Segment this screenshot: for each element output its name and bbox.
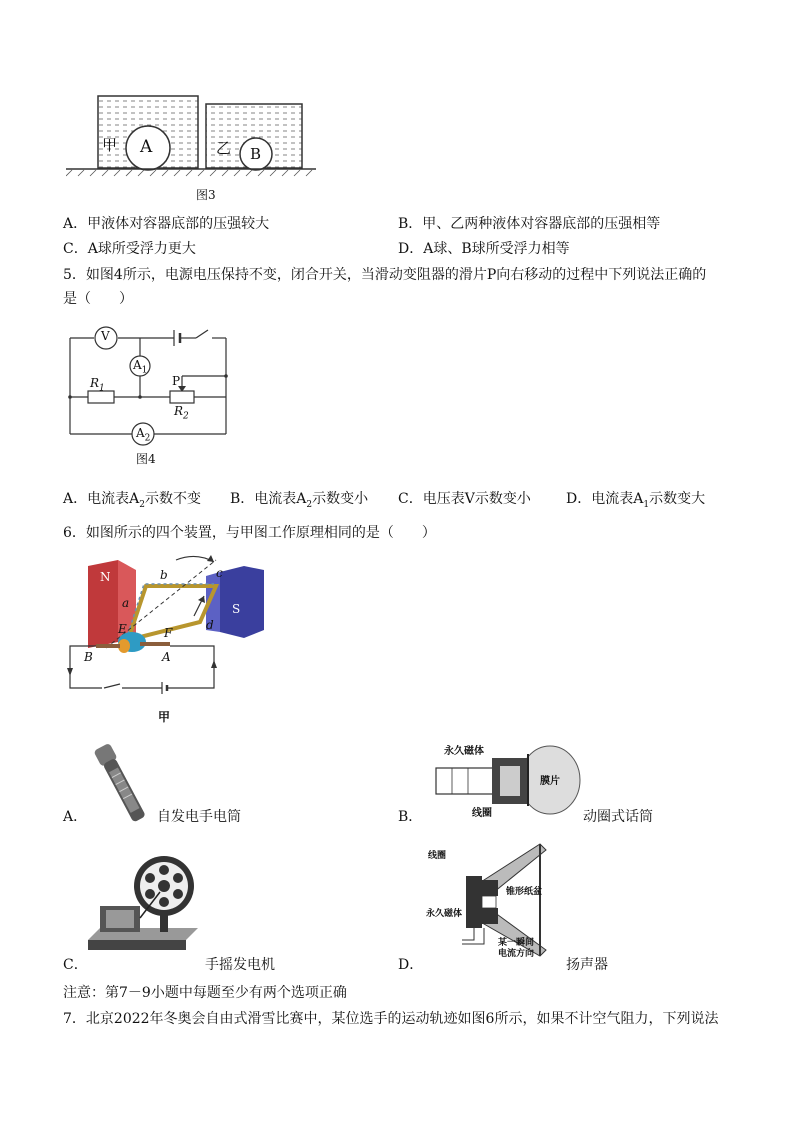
mic-label-coil: 线圈: [472, 808, 492, 819]
fig4-caption: 图4: [136, 452, 156, 466]
q6-option-b-text: 动圈式话筒: [583, 809, 653, 825]
fig3-ball-a-label: A: [140, 137, 153, 157]
mic-label-membrane: 膜片: [540, 776, 560, 787]
q4-option-b: B．甲、乙两种液体对容器底部的压强相等: [398, 216, 661, 232]
q6-option-c-text: 手摇发电机: [205, 957, 275, 973]
q6-stem: 6．如图所示的四个装置，与甲图工作原理相同的是（ ）: [63, 525, 436, 541]
motor-label-brush-b: B: [84, 650, 93, 664]
motor-label-s: S: [232, 602, 241, 616]
label-v: V: [101, 329, 110, 343]
q6-option-d-letter: D．: [398, 957, 424, 973]
q5-option-b: B．电流表$A_2$示数变小: [230, 491, 369, 510]
q5-stem-line2: 是（ ）: [63, 291, 133, 307]
motor-label-d: d: [206, 618, 214, 632]
q4-option-a: A．甲液体对容器底部的压强较大: [63, 216, 270, 232]
fig3-ball-b-label: B: [250, 145, 262, 163]
motor-label-n: N: [100, 570, 111, 584]
motor-label-f: F: [164, 626, 173, 640]
motor-caption: 甲: [158, 710, 171, 724]
q4-option-c: C．A球所受浮力更大: [63, 241, 196, 257]
speaker-image: [424, 840, 554, 966]
motor-label-c: c: [216, 566, 223, 580]
figure-3: [66, 92, 326, 202]
speaker-label-magnet: 永久磁体: [426, 909, 463, 919]
q5-option-d: D．电流表$A_1$示数变大: [566, 491, 706, 510]
fig3-caption: 图3: [196, 188, 216, 202]
motor-label-e: E: [118, 622, 127, 636]
q4-option-d: D．A球、B球所受浮力相等: [398, 241, 570, 257]
flashlight-image: [86, 738, 156, 830]
q5-stem-line1: 5．如图4所示，电源电压保持不变，闭合开关，当滑动变阻器的滑片P向右移动的过程中下列说法正确的: [63, 267, 707, 283]
generator-drawing: [86, 846, 206, 962]
q5-option-a: A．电流表$A_2$示数不变: [63, 491, 201, 510]
motor-label-a: a: [122, 596, 130, 610]
speaker-label-cone: 锥形纸盆: [506, 887, 543, 897]
circuit-drawing: [66, 318, 241, 470]
microphone-image: [432, 744, 582, 820]
motor-label-b: b: [160, 568, 168, 582]
label-a2: $A_2$: [136, 426, 151, 444]
q6-option-a-text: 自发电手电筒: [157, 809, 241, 825]
flashlight-drawing: [86, 738, 156, 830]
q6-option-b-letter: B．: [398, 809, 423, 825]
speaker-label-coil: 线圈: [428, 851, 447, 861]
label-r1: $R_1$: [90, 376, 105, 394]
q7-stem: 7．北京2022年冬奥会自由式滑雪比赛中，某位选手的运动轨迹如图6所示，如果不计空气阻力，下列说法: [63, 1011, 719, 1027]
motor-label-brush-a: A: [162, 650, 171, 664]
note-q7-9: 注意：第7－9小题中每题至少有两个选项正确: [63, 985, 347, 1001]
q6-option-d-text: 扬声器: [566, 957, 608, 973]
label-p: P: [172, 374, 181, 388]
figure-4-circuit: [66, 318, 241, 470]
label-a1: $A_1$: [133, 358, 148, 376]
q5-option-c: C．电压表V示数变小: [398, 491, 531, 507]
fig3-left-label: 甲: [102, 136, 118, 154]
q6-option-c-letter: C．: [63, 957, 88, 973]
label-r2: $R_2$: [174, 404, 189, 422]
generator-image: [86, 846, 206, 962]
resistor-r2: [170, 391, 194, 403]
mic-label-magnet: 永久磁体: [444, 746, 484, 757]
q6-option-a-letter: A．: [63, 809, 88, 825]
speaker-label-current: 某一瞬间 电流方向: [498, 938, 535, 959]
fig3-right-label: 乙: [216, 139, 232, 157]
figure-motor: [66, 552, 276, 722]
